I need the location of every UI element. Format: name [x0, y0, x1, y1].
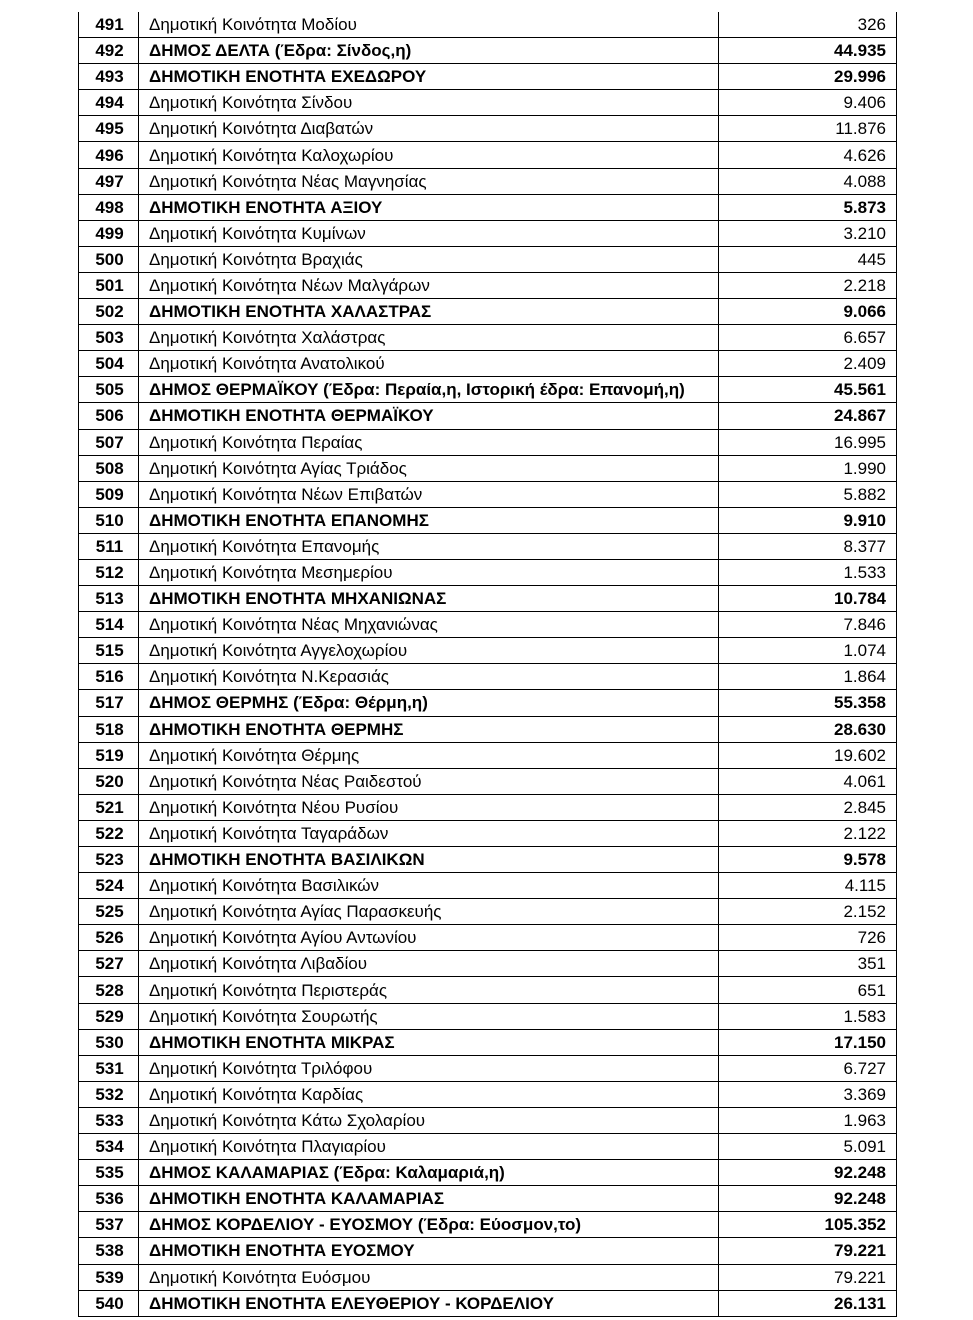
row-population: 44.935	[719, 38, 897, 64]
table-row	[79, 351, 897, 377]
table-row	[79, 559, 897, 585]
row-population: 2.409	[719, 351, 897, 377]
row-population: 4.626	[719, 142, 897, 168]
row-name: Δημοτική Κοινότητα Ανατολικού	[139, 351, 719, 377]
table-row	[79, 1055, 897, 1081]
row-number: 529	[79, 1003, 139, 1029]
table-row	[79, 220, 897, 246]
row-name: Δημοτική Κοινότητα Καρδίας	[139, 1081, 719, 1107]
row-name: ΔΗΜΟΣ ΚΑΛΑΜΑΡΙΑΣ (Έδρα: Καλαμαριά,η)	[139, 1160, 719, 1186]
row-population: 11.876	[719, 116, 897, 142]
row-number: 499	[79, 220, 139, 246]
row-number: 515	[79, 638, 139, 664]
row-name: Δημοτική Κοινότητα Αγίας Παρασκευής	[139, 899, 719, 925]
row-population: 1.963	[719, 1107, 897, 1133]
row-name: ΔΗΜΟΣ ΘΕΡΜΗΣ (Έδρα: Θέρμη,η)	[139, 690, 719, 716]
row-population: 1.583	[719, 1003, 897, 1029]
row-name: Δημοτική Κοινότητα Διαβατών	[139, 116, 719, 142]
row-name: Δημοτική Κοινότητα Νέας Μαγνησίας	[139, 168, 719, 194]
table-row	[79, 194, 897, 220]
table-row	[79, 794, 897, 820]
document-page	[78, 12, 896, 1317]
row-name: Δημοτική Κοινότητα Μοδίου	[139, 12, 719, 38]
table-row	[79, 1212, 897, 1238]
row-name: Δημοτική Κοινότητα Βραχιάς	[139, 246, 719, 272]
row-name: Δημοτική Κοινότητα Αγίας Τριάδος	[139, 455, 719, 481]
row-population: 2.122	[719, 820, 897, 846]
row-number: 533	[79, 1107, 139, 1133]
row-name: Δημοτική Κοινότητα Βασιλικών	[139, 873, 719, 899]
row-number: 540	[79, 1290, 139, 1316]
table-row	[79, 1003, 897, 1029]
row-name: Δημοτική Κοινότητα Νέας Μηχανιώνας	[139, 612, 719, 638]
table-row	[79, 1238, 897, 1264]
row-number: 502	[79, 299, 139, 325]
row-population: 2.152	[719, 899, 897, 925]
row-name: ΔΗΜΟΤΙΚΗ ΕΝΟΤΗΤΑ ΚΑΛΑΜΑΡΙΑΣ	[139, 1186, 719, 1212]
row-number: 505	[79, 377, 139, 403]
row-population: 92.248	[719, 1186, 897, 1212]
row-number: 491	[79, 12, 139, 38]
row-number: 532	[79, 1081, 139, 1107]
table-row	[79, 429, 897, 455]
row-number: 530	[79, 1029, 139, 1055]
row-name: Δημοτική Κοινότητα Μεσημερίου	[139, 559, 719, 585]
row-number: 534	[79, 1134, 139, 1160]
table-row	[79, 1264, 897, 1290]
row-name: Δημοτική Κοινότητα Καλοχωρίου	[139, 142, 719, 168]
row-number: 503	[79, 325, 139, 351]
row-name: Δημοτική Κοινότητα Νέου Ρυσίου	[139, 794, 719, 820]
row-name: Δημοτική Κοινότητα Περαίας	[139, 429, 719, 455]
row-name: ΔΗΜΟΣ ΚΟΡΔΕΛΙΟΥ - ΕΥΟΣΜΟΥ (Έδρα: Εύοσμον,το)	[139, 1212, 719, 1238]
row-name: ΔΗΜΟΤΙΚΗ ΕΝΟΤΗΤΑ ΕΥΟΣΜΟΥ	[139, 1238, 719, 1264]
row-name: Δημοτική Κοινότητα Κυμίνων	[139, 220, 719, 246]
row-name: Δημοτική Κοινότητα Ευόσμου	[139, 1264, 719, 1290]
table-row	[79, 246, 897, 272]
row-population: 6.657	[719, 325, 897, 351]
table-row	[79, 586, 897, 612]
row-name: ΔΗΜΟΤΙΚΗ ΕΝΟΤΗΤΑ ΕΛΕΥΘΕΡΙΟΥ - ΚΟΡΔΕΛΙΟΥ	[139, 1290, 719, 1316]
row-number: 500	[79, 246, 139, 272]
table-row	[79, 90, 897, 116]
row-population: 651	[719, 977, 897, 1003]
table-row	[79, 1134, 897, 1160]
table-row	[79, 664, 897, 690]
row-number: 504	[79, 351, 139, 377]
row-population: 92.248	[719, 1160, 897, 1186]
row-number: 512	[79, 559, 139, 585]
row-number: 501	[79, 272, 139, 298]
row-name: ΔΗΜΟΤΙΚΗ ΕΝΟΤΗΤΑ ΜΗΧΑΝΙΩΝΑΣ	[139, 586, 719, 612]
row-name: Δημοτική Κοινότητα Θέρμης	[139, 742, 719, 768]
row-population: 105.352	[719, 1212, 897, 1238]
row-population: 19.602	[719, 742, 897, 768]
row-population: 55.358	[719, 690, 897, 716]
row-population: 6.727	[719, 1055, 897, 1081]
row-name: ΔΗΜΟΤΙΚΗ ΕΝΟΤΗΤΑ ΘΕΡΜΗΣ	[139, 716, 719, 742]
row-number: 520	[79, 768, 139, 794]
row-name: ΔΗΜΟΤΙΚΗ ΕΝΟΤΗΤΑ ΕΧΕΔΩΡΟΥ	[139, 64, 719, 90]
row-population: 4.088	[719, 168, 897, 194]
row-number: 538	[79, 1238, 139, 1264]
table-row	[79, 12, 897, 38]
row-population: 351	[719, 951, 897, 977]
row-population: 4.115	[719, 873, 897, 899]
row-population: 45.561	[719, 377, 897, 403]
row-population: 17.150	[719, 1029, 897, 1055]
table-row	[79, 481, 897, 507]
row-number: 513	[79, 586, 139, 612]
table-row	[79, 533, 897, 559]
table-row	[79, 38, 897, 64]
row-number: 506	[79, 403, 139, 429]
table-row	[79, 1081, 897, 1107]
row-number: 537	[79, 1212, 139, 1238]
table-row	[79, 325, 897, 351]
row-population: 2.845	[719, 794, 897, 820]
row-name: ΔΗΜΟΤΙΚΗ ΕΝΟΤΗΤΑ ΘΕΡΜΑΪΚΟΥ	[139, 403, 719, 429]
table-row	[79, 1290, 897, 1316]
row-population: 5.091	[719, 1134, 897, 1160]
row-number: 492	[79, 38, 139, 64]
row-number: 511	[79, 533, 139, 559]
row-number: 526	[79, 925, 139, 951]
row-name: Δημοτική Κοινότητα Αγγελοχωρίου	[139, 638, 719, 664]
row-name: Δημοτική Κοινότητα Ταγαράδων	[139, 820, 719, 846]
table-row	[79, 64, 897, 90]
row-population: 1.074	[719, 638, 897, 664]
table-row	[79, 1186, 897, 1212]
row-number: 507	[79, 429, 139, 455]
row-number: 536	[79, 1186, 139, 1212]
row-population: 26.131	[719, 1290, 897, 1316]
row-name: Δημοτική Κοινότητα Τριλόφου	[139, 1055, 719, 1081]
table-row	[79, 1160, 897, 1186]
row-name: Δημοτική Κοινότητα Κάτω Σχολαρίου	[139, 1107, 719, 1133]
row-name: Δημοτική Κοινότητα Επανομής	[139, 533, 719, 559]
table-row	[79, 507, 897, 533]
row-number: 519	[79, 742, 139, 768]
table-row	[79, 951, 897, 977]
row-number: 498	[79, 194, 139, 220]
row-population: 79.221	[719, 1264, 897, 1290]
row-number: 535	[79, 1160, 139, 1186]
row-population: 1.990	[719, 455, 897, 481]
table-row	[79, 925, 897, 951]
row-number: 517	[79, 690, 139, 716]
table-row	[79, 612, 897, 638]
row-name: Δημοτική Κοινότητα Νέων Μαλγάρων	[139, 272, 719, 298]
row-population: 9.406	[719, 90, 897, 116]
row-name: Δημοτική Κοινότητα Αγίου Αντωνίου	[139, 925, 719, 951]
table-row	[79, 742, 897, 768]
row-name: Δημοτική Κοινότητα Ν.Κερασιάς	[139, 664, 719, 690]
row-number: 510	[79, 507, 139, 533]
table-row	[79, 820, 897, 846]
row-name: Δημοτική Κοινότητα Νέων Επιβατών	[139, 481, 719, 507]
row-name: Δημοτική Κοινότητα Χαλάστρας	[139, 325, 719, 351]
row-population: 9.578	[719, 847, 897, 873]
row-name: ΔΗΜΟΤΙΚΗ ΕΝΟΤΗΤΑ ΑΞΙΟΥ	[139, 194, 719, 220]
row-number: 525	[79, 899, 139, 925]
row-population: 326	[719, 12, 897, 38]
row-population: 445	[719, 246, 897, 272]
row-number: 495	[79, 116, 139, 142]
row-population: 2.218	[719, 272, 897, 298]
row-population: 24.867	[719, 403, 897, 429]
row-population: 9.910	[719, 507, 897, 533]
row-population: 3.369	[719, 1081, 897, 1107]
row-name: Δημοτική Κοινότητα Νέας Ραιδεστού	[139, 768, 719, 794]
row-population: 79.221	[719, 1238, 897, 1264]
row-number: 522	[79, 820, 139, 846]
table-row	[79, 1107, 897, 1133]
row-number: 494	[79, 90, 139, 116]
row-population: 8.377	[719, 533, 897, 559]
row-name: ΔΗΜΟΤΙΚΗ ΕΝΟΤΗΤΑ ΜΙΚΡΑΣ	[139, 1029, 719, 1055]
row-name: Δημοτική Κοινότητα Περιστεράς	[139, 977, 719, 1003]
row-population: 1.533	[719, 559, 897, 585]
row-name: ΔΗΜΟΤΙΚΗ ΕΝΟΤΗΤΑ ΒΑΣΙΛΙΚΩΝ	[139, 847, 719, 873]
table-row	[79, 272, 897, 298]
table-row	[79, 847, 897, 873]
row-population: 4.061	[719, 768, 897, 794]
row-number: 514	[79, 612, 139, 638]
row-population: 29.996	[719, 64, 897, 90]
row-name: Δημοτική Κοινότητα Σουρωτής	[139, 1003, 719, 1029]
row-number: 523	[79, 847, 139, 873]
table-row	[79, 142, 897, 168]
table-row	[79, 1029, 897, 1055]
table-row	[79, 638, 897, 664]
table-row	[79, 899, 897, 925]
table-row	[79, 768, 897, 794]
row-name: ΔΗΜΟΤΙΚΗ ΕΝΟΤΗΤΑ ΧΑΛΑΣΤΡΑΣ	[139, 299, 719, 325]
row-population: 7.846	[719, 612, 897, 638]
row-population: 5.882	[719, 481, 897, 507]
row-number: 521	[79, 794, 139, 820]
row-number: 508	[79, 455, 139, 481]
table-row	[79, 377, 897, 403]
population-table	[78, 12, 897, 1317]
row-number: 518	[79, 716, 139, 742]
row-population: 16.995	[719, 429, 897, 455]
row-name: ΔΗΜΟΣ ΘΕΡΜΑΪΚΟΥ (Έδρα: Περαία,η, Ιστορική έδρα: Επανομή,η)	[139, 377, 719, 403]
row-number: 528	[79, 977, 139, 1003]
table-row	[79, 873, 897, 899]
row-number: 516	[79, 664, 139, 690]
table-row	[79, 455, 897, 481]
row-number: 493	[79, 64, 139, 90]
row-number: 531	[79, 1055, 139, 1081]
table-body	[79, 12, 897, 1316]
row-name: ΔΗΜΟΣ ΔΕΛΤΑ (Έδρα: Σίνδος,η)	[139, 38, 719, 64]
row-number: 524	[79, 873, 139, 899]
table-row	[79, 716, 897, 742]
row-name: Δημοτική Κοινότητα Σίνδου	[139, 90, 719, 116]
row-population: 5.873	[719, 194, 897, 220]
row-population: 28.630	[719, 716, 897, 742]
table-row	[79, 299, 897, 325]
table-row	[79, 168, 897, 194]
row-name: Δημοτική Κοινότητα Πλαγιαρίου	[139, 1134, 719, 1160]
table-row	[79, 977, 897, 1003]
row-population: 1.864	[719, 664, 897, 690]
row-name: ΔΗΜΟΤΙΚΗ ΕΝΟΤΗΤΑ ΕΠΑΝΟΜΗΣ	[139, 507, 719, 533]
row-number: 496	[79, 142, 139, 168]
row-number: 509	[79, 481, 139, 507]
row-population: 10.784	[719, 586, 897, 612]
row-number: 527	[79, 951, 139, 977]
row-population: 9.066	[719, 299, 897, 325]
row-number: 497	[79, 168, 139, 194]
table-row	[79, 116, 897, 142]
row-name: Δημοτική Κοινότητα Λιβαδίου	[139, 951, 719, 977]
row-population: 726	[719, 925, 897, 951]
row-population: 3.210	[719, 220, 897, 246]
table-row	[79, 403, 897, 429]
table-row	[79, 690, 897, 716]
row-number: 539	[79, 1264, 139, 1290]
